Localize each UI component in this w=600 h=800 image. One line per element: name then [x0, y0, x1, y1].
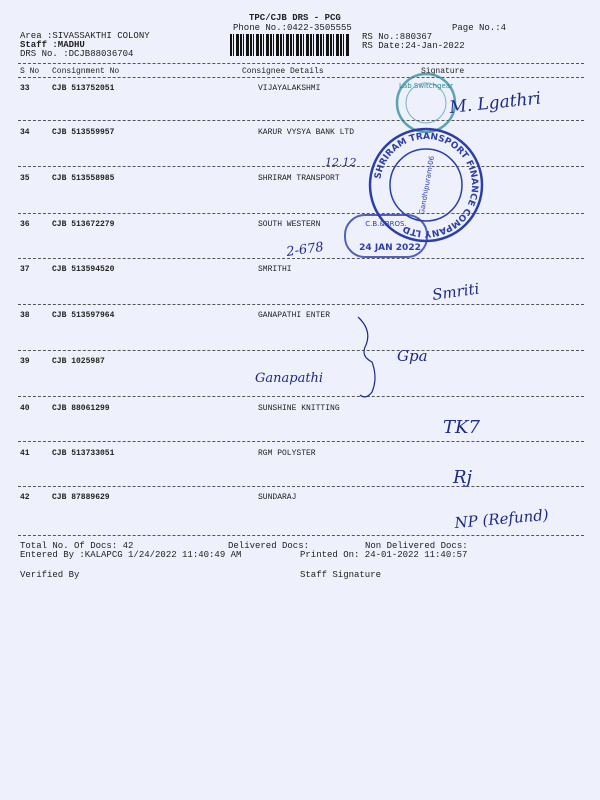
rs-number: RS No.:880367 — [362, 32, 433, 42]
row-consignee: SUNSHINE KNITTING — [258, 404, 340, 413]
note-36: 2-678 — [285, 239, 325, 260]
row-consignment: CJB 513559957 — [52, 128, 115, 137]
row-consignee: SHRIRAM TRANSPORT — [258, 174, 340, 183]
row-consignee: GANAPATHI ENTER — [258, 311, 331, 320]
row-sno: 39 — [20, 357, 30, 366]
row-sno: 35 — [20, 174, 30, 183]
col-consignment: Consignment No — [52, 67, 120, 76]
entered-by: Entered By :KALAPCG 1/24/2022 11:40:49 AM — [20, 550, 242, 560]
signature-37: Smriti — [431, 279, 481, 304]
company-stamp-1 — [397, 74, 455, 132]
row-consignment: CJB 513733051 — [52, 449, 115, 458]
row-consignee: SOUTH WESTERN — [258, 220, 321, 229]
printed-on: Printed On: 24-01-2022 11:40:57 — [300, 550, 468, 560]
document-title: TPC/CJB DRS - PCG — [249, 13, 341, 23]
area-label: Area :SIVASSAKTHI COLONY — [20, 31, 150, 41]
stamp-inner-text: Gandhipuram-06 — [417, 155, 437, 216]
row-consignment: CJB 88061299 — [52, 404, 110, 413]
stamp-text: Lab Switchgear — [399, 82, 453, 90]
row-sno: 37 — [20, 265, 30, 274]
signature-39-a: Ganapathi — [255, 371, 324, 386]
row-consignment: CJB 87889629 — [52, 493, 110, 502]
phone-number: Phone No.:0422-3505555 — [233, 23, 352, 33]
signature-41: Rj — [453, 467, 473, 488]
row-consignee: VIJAYALAKSHMI — [258, 84, 321, 93]
stamp-date: 24 JAN 2022 — [359, 243, 421, 253]
row-consignment: CJB 513558985 — [52, 174, 115, 183]
drs-number: DRS No. :DCJB88036704 — [20, 49, 134, 59]
row-consignment: CJB 513752051 — [52, 84, 115, 93]
row-consignment: CJB 513597964 — [52, 311, 115, 320]
delivered-docs: Delivered Docs: — [228, 541, 310, 551]
signature-33: M. Lgathri — [448, 88, 542, 118]
bracket-mark — [358, 317, 375, 397]
stamp-text: C.B.&BROS. — [365, 220, 407, 228]
rs-date: RS Date:24-Jan-2022 — [362, 41, 465, 51]
non-delivered-docs: Non Delivered Docs: — [365, 541, 468, 551]
row-sno: 40 — [20, 404, 30, 413]
staff-signature-label: Staff Signature — [300, 570, 382, 580]
row-consignee: RGM POLYSTER — [258, 449, 316, 458]
row-consignee: SUNDARAJ — [258, 493, 297, 502]
col-consignee: Consignee Details — [242, 67, 324, 76]
row-consignee: KARUR VYSYA BANK LTD — [258, 128, 355, 137]
row-sno: 41 — [20, 449, 30, 458]
row-consignee: SMRITHI — [258, 265, 292, 274]
col-sno: S No — [20, 67, 40, 76]
staff-label: Staff :MADHU — [20, 40, 85, 50]
row-sno: 38 — [20, 311, 30, 320]
note-35: 12.12 — [325, 156, 357, 169]
row-sno: 33 — [20, 84, 30, 93]
row-sno: 36 — [20, 220, 30, 229]
verified-by: Verified By — [20, 570, 80, 580]
row-consignment: CJB 1025987 — [52, 357, 105, 366]
signature-39-b: Gpa — [397, 347, 428, 365]
signature-40: TK7 — [443, 417, 480, 438]
signature-42: NP (Refund) — [453, 505, 550, 532]
row-consignment: CJB 513672279 — [52, 220, 115, 229]
total-docs: Total No. Of Docs: 42 — [20, 541, 134, 551]
page-number: Page No.:4 — [452, 23, 507, 33]
row-sno: 42 — [20, 493, 30, 502]
row-sno: 34 — [20, 128, 30, 137]
stamp-ring-text: SHRIRAM TRANSPORT FINANCE COMPANY LTD — [373, 131, 480, 239]
col-signature: Signature — [421, 67, 465, 76]
row-consignment: CJB 513594520 — [52, 265, 115, 274]
